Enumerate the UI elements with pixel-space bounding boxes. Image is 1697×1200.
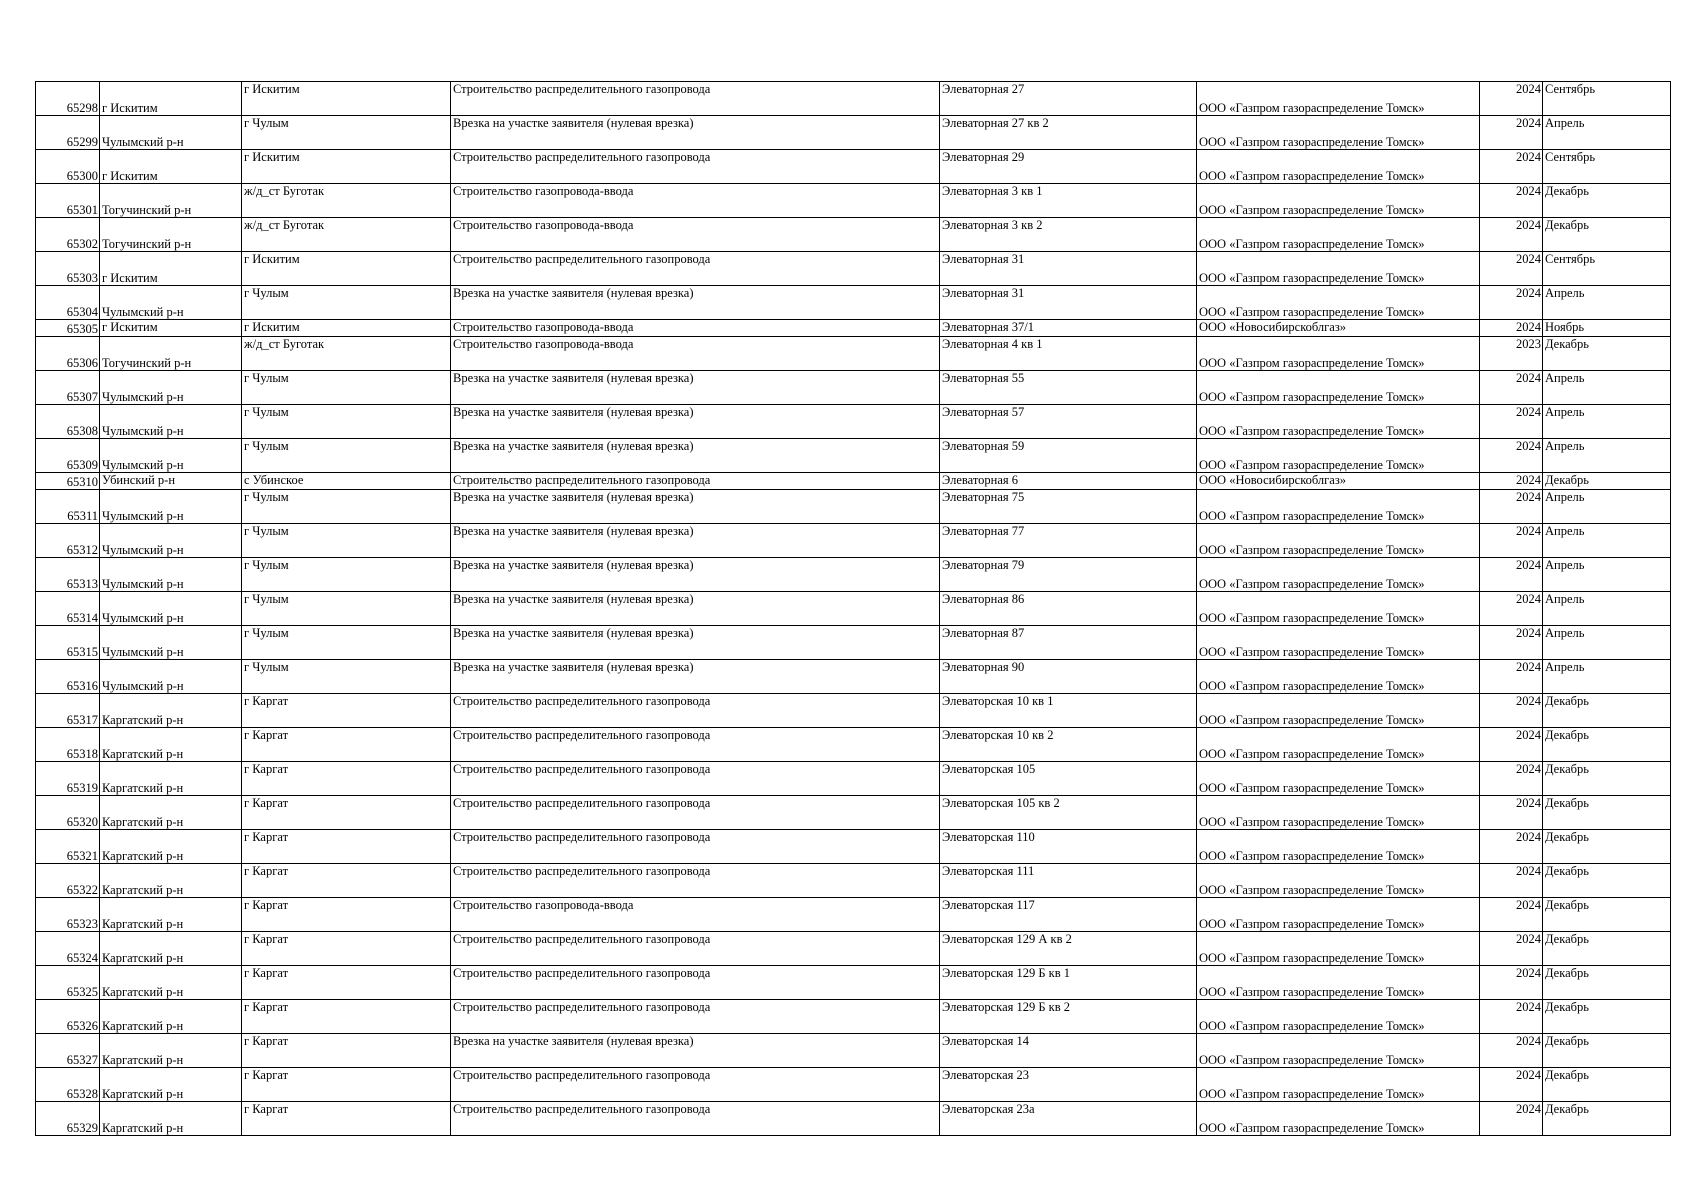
cell-address: Элеваторная 57 (940, 405, 1197, 439)
cell-organization: ООО «Газпром газораспределение Томск» (1197, 660, 1480, 694)
cell-locality: г Чулым (242, 626, 451, 660)
cell-month: Декабрь (1543, 898, 1671, 932)
cell-id: 65319 (36, 762, 100, 796)
cell-work-type: Врезка на участке заявителя (нулевая врезка) (451, 1034, 940, 1068)
cell-locality: г Каргат (242, 1000, 451, 1034)
table-row (36, 1000, 1671, 1034)
cell-id: 65325 (36, 966, 100, 1000)
cell-year: 2023 (1480, 337, 1543, 371)
cell-id: 65310 (36, 473, 100, 490)
cell-month: Апрель (1543, 660, 1671, 694)
cell-month: Декабрь (1543, 966, 1671, 1000)
table-row (36, 898, 1671, 932)
table-row (36, 524, 1671, 558)
cell-locality: г Чулым (242, 524, 451, 558)
cell-organization: ООО «Газпром газораспределение Томск» (1197, 116, 1480, 150)
cell-year: 2024 (1480, 898, 1543, 932)
cell-district: Тогучинский р-н (100, 337, 242, 371)
cell-organization: ООО «Газпром газораспределение Томск» (1197, 864, 1480, 898)
cell-district: Чулымский р-н (100, 116, 242, 150)
cell-id: 65314 (36, 592, 100, 626)
cell-month: Декабрь (1543, 1000, 1671, 1034)
cell-district: Убинский р-н (100, 473, 242, 490)
cell-month: Декабрь (1543, 218, 1671, 252)
cell-address: Элеваторская 129 А кв 2 (940, 932, 1197, 966)
cell-district: Каргатский р-н (100, 796, 242, 830)
cell-address: Элеваторная 31 (940, 252, 1197, 286)
cell-address: Элеваторская 117 (940, 898, 1197, 932)
cell-id: 65327 (36, 1034, 100, 1068)
cell-district: г Искитим (100, 82, 242, 116)
cell-id: 65322 (36, 864, 100, 898)
table-row (36, 218, 1671, 252)
cell-id: 65323 (36, 898, 100, 932)
cell-work-type: Врезка на участке заявителя (нулевая врезка) (451, 660, 940, 694)
cell-id: 65320 (36, 796, 100, 830)
table-row (36, 371, 1671, 405)
cell-work-type: Врезка на участке заявителя (нулевая врезка) (451, 490, 940, 524)
cell-id: 65316 (36, 660, 100, 694)
cell-year: 2024 (1480, 1102, 1543, 1136)
cell-locality: г Искитим (242, 252, 451, 286)
cell-locality: г Искитим (242, 82, 451, 116)
cell-address: Элеваторская 129 Б кв 2 (940, 1000, 1197, 1034)
cell-year: 2024 (1480, 286, 1543, 320)
cell-district: г Искитим (100, 150, 242, 184)
cell-work-type: Строительство распределительного газопровода (451, 694, 940, 728)
cell-locality: г Каргат (242, 864, 451, 898)
cell-work-type: Строительство распределительного газопровода (451, 830, 940, 864)
cell-work-type: Врезка на участке заявителя (нулевая врезка) (451, 439, 940, 473)
cell-id: 65326 (36, 1000, 100, 1034)
table-row (36, 626, 1671, 660)
cell-year: 2024 (1480, 1068, 1543, 1102)
cell-district: г Искитим (100, 320, 242, 337)
cell-address: Элеваторная 86 (940, 592, 1197, 626)
cell-district: Каргатский р-н (100, 932, 242, 966)
cell-month: Декабрь (1543, 1034, 1671, 1068)
cell-year: 2024 (1480, 830, 1543, 864)
cell-year: 2024 (1480, 592, 1543, 626)
cell-locality: с Убинское (242, 473, 451, 490)
cell-year: 2024 (1480, 184, 1543, 218)
cell-year: 2024 (1480, 660, 1543, 694)
cell-id: 65317 (36, 694, 100, 728)
table-row (36, 473, 1671, 490)
cell-locality: г Чулым (242, 592, 451, 626)
cell-district: Чулымский р-н (100, 524, 242, 558)
cell-work-type: Врезка на участке заявителя (нулевая врезка) (451, 626, 940, 660)
cell-month: Ноябрь (1543, 320, 1671, 337)
cell-address: Элеваторская 105 кв 2 (940, 796, 1197, 830)
cell-year: 2024 (1480, 218, 1543, 252)
table-row (36, 184, 1671, 218)
cell-locality: г Каргат (242, 1102, 451, 1136)
cell-organization: ООО «Газпром газораспределение Томск» (1197, 371, 1480, 405)
table-body (36, 82, 1671, 1136)
table-row (36, 439, 1671, 473)
cell-organization: ООО «Газпром газораспределение Томск» (1197, 796, 1480, 830)
cell-district: Тогучинский р-н (100, 218, 242, 252)
gasification-table (35, 81, 1671, 1136)
cell-district: Каргатский р-н (100, 864, 242, 898)
cell-organization: ООО «Газпром газораспределение Томск» (1197, 150, 1480, 184)
cell-district: Каргатский р-н (100, 966, 242, 1000)
cell-work-type: Врезка на участке заявителя (нулевая врезка) (451, 116, 940, 150)
cell-address: Элеваторная 6 (940, 473, 1197, 490)
cell-address: Элеваторная 77 (940, 524, 1197, 558)
cell-address: Элеваторная 87 (940, 626, 1197, 660)
cell-district: Каргатский р-н (100, 830, 242, 864)
cell-district: Чулымский р-н (100, 286, 242, 320)
cell-district: Чулымский р-н (100, 592, 242, 626)
cell-work-type: Строительство распределительного газопровода (451, 1102, 940, 1136)
cell-address: Элеваторная 75 (940, 490, 1197, 524)
cell-id: 65311 (36, 490, 100, 524)
cell-month: Апрель (1543, 524, 1671, 558)
cell-organization: ООО «Газпром газораспределение Томск» (1197, 1102, 1480, 1136)
cell-id: 65308 (36, 405, 100, 439)
cell-address: Элеваторская 105 (940, 762, 1197, 796)
cell-work-type: Строительство распределительного газопровода (451, 1000, 940, 1034)
cell-month: Декабрь (1543, 762, 1671, 796)
cell-locality: г Чулым (242, 286, 451, 320)
cell-locality: г Искитим (242, 320, 451, 337)
cell-locality: г Искитим (242, 150, 451, 184)
cell-month: Декабрь (1543, 337, 1671, 371)
cell-locality: г Каргат (242, 898, 451, 932)
cell-address: Элеваторная 59 (940, 439, 1197, 473)
cell-id: 65305 (36, 320, 100, 337)
table-row (36, 694, 1671, 728)
cell-work-type: Строительство распределительного газопровода (451, 1068, 940, 1102)
cell-month: Сентябрь (1543, 82, 1671, 116)
cell-year: 2024 (1480, 371, 1543, 405)
cell-address: Элеваторская 10 кв 1 (940, 694, 1197, 728)
cell-year: 2024 (1480, 473, 1543, 490)
cell-locality: г Каргат (242, 966, 451, 1000)
cell-organization: ООО «Газпром газораспределение Томск» (1197, 82, 1480, 116)
cell-month: Апрель (1543, 405, 1671, 439)
cell-district: Чулымский р-н (100, 371, 242, 405)
cell-district: Каргатский р-н (100, 1034, 242, 1068)
cell-id: 65303 (36, 252, 100, 286)
table-row (36, 337, 1671, 371)
table-row (36, 796, 1671, 830)
cell-year: 2024 (1480, 864, 1543, 898)
cell-address: Элеваторская 23а (940, 1102, 1197, 1136)
cell-work-type: Строительство распределительного газопровода (451, 728, 940, 762)
cell-id: 65321 (36, 830, 100, 864)
table-row (36, 830, 1671, 864)
cell-organization: ООО «Газпром газораспределение Томск» (1197, 524, 1480, 558)
cell-address: Элеваторная 90 (940, 660, 1197, 694)
cell-month: Декабрь (1543, 864, 1671, 898)
cell-month: Декабрь (1543, 1102, 1671, 1136)
cell-address: Элеваторская 129 Б кв 1 (940, 966, 1197, 1000)
cell-year: 2024 (1480, 796, 1543, 830)
cell-locality: г Каргат (242, 728, 451, 762)
cell-organization: ООО «Газпром газораспределение Томск» (1197, 830, 1480, 864)
cell-work-type: Строительство распределительного газопровода (451, 966, 940, 1000)
cell-district: Чулымский р-н (100, 660, 242, 694)
cell-id: 65318 (36, 728, 100, 762)
cell-locality: г Чулым (242, 405, 451, 439)
cell-work-type: Строительство газопровода-ввода (451, 898, 940, 932)
cell-id: 65300 (36, 150, 100, 184)
cell-address: Элеваторная 79 (940, 558, 1197, 592)
cell-organization: ООО «Газпром газораспределение Томск» (1197, 932, 1480, 966)
cell-locality: г Каргат (242, 932, 451, 966)
table-row (36, 1102, 1671, 1136)
cell-work-type: Строительство распределительного газопровода (451, 796, 940, 830)
cell-organization: ООО «Газпром газораспределение Томск» (1197, 337, 1480, 371)
table-row (36, 490, 1671, 524)
cell-organization: ООО «Новосибирскоблгаз» (1197, 473, 1480, 490)
table-row (36, 932, 1671, 966)
cell-month: Декабрь (1543, 830, 1671, 864)
cell-work-type: Строительство распределительного газопровода (451, 932, 940, 966)
cell-organization: ООО «Газпром газораспределение Томск» (1197, 252, 1480, 286)
cell-district: Каргатский р-н (100, 1102, 242, 1136)
cell-month: Декабрь (1543, 473, 1671, 490)
table-row (36, 82, 1671, 116)
cell-year: 2024 (1480, 439, 1543, 473)
cell-year: 2024 (1480, 626, 1543, 660)
cell-address: Элеваторная 3 кв 2 (940, 218, 1197, 252)
cell-month: Декабрь (1543, 796, 1671, 830)
cell-id: 65328 (36, 1068, 100, 1102)
cell-locality: г Каргат (242, 694, 451, 728)
cell-locality: ж/д_ст Буготак (242, 184, 451, 218)
table-row (36, 660, 1671, 694)
cell-organization: ООО «Газпром газораспределение Томск» (1197, 1068, 1480, 1102)
cell-year: 2024 (1480, 1034, 1543, 1068)
cell-month: Декабрь (1543, 694, 1671, 728)
table-row (36, 405, 1671, 439)
cell-locality: г Чулым (242, 371, 451, 405)
cell-id: 65315 (36, 626, 100, 660)
cell-year: 2024 (1480, 728, 1543, 762)
cell-month: Декабрь (1543, 184, 1671, 218)
cell-locality: г Каргат (242, 1034, 451, 1068)
cell-month: Декабрь (1543, 728, 1671, 762)
cell-district: Каргатский р-н (100, 762, 242, 796)
cell-organization: ООО «Газпром газораспределение Томск» (1197, 966, 1480, 1000)
cell-year: 2024 (1480, 558, 1543, 592)
cell-year: 2024 (1480, 320, 1543, 337)
cell-work-type: Врезка на участке заявителя (нулевая врезка) (451, 371, 940, 405)
cell-year: 2024 (1480, 116, 1543, 150)
cell-month: Апрель (1543, 116, 1671, 150)
cell-work-type: Врезка на участке заявителя (нулевая врезка) (451, 405, 940, 439)
cell-organization: ООО «Газпром газораспределение Томск» (1197, 218, 1480, 252)
cell-locality: г Чулым (242, 439, 451, 473)
cell-work-type: Врезка на участке заявителя (нулевая врезка) (451, 558, 940, 592)
cell-month: Апрель (1543, 286, 1671, 320)
table-row (36, 150, 1671, 184)
cell-address: Элеваторская 110 (940, 830, 1197, 864)
cell-id: 65309 (36, 439, 100, 473)
table-row (36, 320, 1671, 337)
cell-organization: ООО «Газпром газораспределение Томск» (1197, 558, 1480, 592)
cell-work-type: Врезка на участке заявителя (нулевая врезка) (451, 592, 940, 626)
cell-id: 65307 (36, 371, 100, 405)
cell-year: 2024 (1480, 1000, 1543, 1034)
cell-work-type: Строительство газопровода-ввода (451, 337, 940, 371)
cell-year: 2024 (1480, 524, 1543, 558)
cell-work-type: Строительство распределительного газопровода (451, 150, 940, 184)
cell-id: 65302 (36, 218, 100, 252)
cell-organization: ООО «Газпром газораспределение Томск» (1197, 405, 1480, 439)
table-row (36, 252, 1671, 286)
cell-organization: ООО «Газпром газораспределение Томск» (1197, 286, 1480, 320)
table-row (36, 762, 1671, 796)
table-row (36, 286, 1671, 320)
cell-organization: ООО «Газпром газораспределение Томск» (1197, 728, 1480, 762)
cell-work-type: Строительство распределительного газопровода (451, 82, 940, 116)
cell-address: Элеваторная 37/1 (940, 320, 1197, 337)
table-row (36, 864, 1671, 898)
cell-organization: ООО «Газпром газораспределение Томск» (1197, 762, 1480, 796)
cell-locality: ж/д_ст Буготак (242, 337, 451, 371)
cell-address: Элеваторная 29 (940, 150, 1197, 184)
cell-work-type: Строительство распределительного газопровода (451, 762, 940, 796)
cell-district: Чулымский р-н (100, 405, 242, 439)
table-row (36, 558, 1671, 592)
cell-id: 65313 (36, 558, 100, 592)
cell-organization: ООО «Газпром газораспределение Томск» (1197, 184, 1480, 218)
cell-district: Каргатский р-н (100, 1000, 242, 1034)
cell-locality: г Чулым (242, 116, 451, 150)
cell-address: Элеваторная 27 (940, 82, 1197, 116)
cell-id: 65304 (36, 286, 100, 320)
cell-locality: г Каргат (242, 762, 451, 796)
cell-month: Сентябрь (1543, 150, 1671, 184)
cell-address: Элеваторская 111 (940, 864, 1197, 898)
cell-district: Каргатский р-н (100, 694, 242, 728)
cell-organization: ООО «Газпром газораспределение Томск» (1197, 490, 1480, 524)
cell-id: 65312 (36, 524, 100, 558)
cell-address: Элеваторная 31 (940, 286, 1197, 320)
cell-work-type: Врезка на участке заявителя (нулевая врезка) (451, 524, 940, 558)
cell-organization: ООО «Газпром газораспределение Томск» (1197, 626, 1480, 660)
cell-work-type: Строительство газопровода-ввода (451, 218, 940, 252)
cell-locality: г Каргат (242, 796, 451, 830)
cell-district: Чулымский р-н (100, 439, 242, 473)
cell-organization: ООО «Газпром газораспределение Томск» (1197, 1034, 1480, 1068)
cell-address: Элеваторная 4 кв 1 (940, 337, 1197, 371)
cell-work-type: Строительство газопровода-ввода (451, 184, 940, 218)
cell-district: Каргатский р-н (100, 898, 242, 932)
cell-district: Чулымский р-н (100, 626, 242, 660)
cell-month: Апрель (1543, 439, 1671, 473)
cell-id: 65306 (36, 337, 100, 371)
cell-organization: ООО «Новосибирскоблгаз» (1197, 320, 1480, 337)
cell-work-type: Строительство газопровода-ввода (451, 320, 940, 337)
cell-organization: ООО «Газпром газораспределение Томск» (1197, 898, 1480, 932)
cell-address: Элеваторная 27 кв 2 (940, 116, 1197, 150)
cell-id: 65301 (36, 184, 100, 218)
cell-month: Апрель (1543, 626, 1671, 660)
cell-id: 65329 (36, 1102, 100, 1136)
cell-address: Элеваторская 23 (940, 1068, 1197, 1102)
cell-month: Декабрь (1543, 1068, 1671, 1102)
cell-year: 2024 (1480, 932, 1543, 966)
cell-year: 2024 (1480, 694, 1543, 728)
cell-id: 65298 (36, 82, 100, 116)
cell-organization: ООО «Газпром газораспределение Томск» (1197, 694, 1480, 728)
cell-address: Элеваторная 55 (940, 371, 1197, 405)
table-row (36, 1068, 1671, 1102)
cell-locality: г Чулым (242, 490, 451, 524)
cell-year: 2024 (1480, 82, 1543, 116)
cell-locality: г Чулым (242, 660, 451, 694)
cell-district: Чулымский р-н (100, 558, 242, 592)
cell-address: Элеваторская 14 (940, 1034, 1197, 1068)
cell-month: Апрель (1543, 592, 1671, 626)
cell-locality: г Каргат (242, 830, 451, 864)
table-row (36, 728, 1671, 762)
cell-locality: г Чулым (242, 558, 451, 592)
cell-month: Декабрь (1543, 932, 1671, 966)
cell-month: Апрель (1543, 371, 1671, 405)
cell-district: Тогучинский р-н (100, 184, 242, 218)
cell-address: Элеваторская 10 кв 2 (940, 728, 1197, 762)
table-row (36, 966, 1671, 1000)
table-row (36, 116, 1671, 150)
cell-district: Чулымский р-н (100, 490, 242, 524)
cell-organization: ООО «Газпром газораспределение Томск» (1197, 439, 1480, 473)
cell-organization: ООО «Газпром газораспределение Томск» (1197, 1000, 1480, 1034)
cell-locality: ж/д_ст Буготак (242, 218, 451, 252)
cell-id: 65324 (36, 932, 100, 966)
cell-address: Элеваторная 3 кв 1 (940, 184, 1197, 218)
cell-work-type: Врезка на участке заявителя (нулевая врезка) (451, 286, 940, 320)
cell-work-type: Строительство распределительного газопровода (451, 473, 940, 490)
cell-work-type: Строительство распределительного газопровода (451, 252, 940, 286)
table-row (36, 1034, 1671, 1068)
cell-year: 2024 (1480, 966, 1543, 1000)
table-row (36, 592, 1671, 626)
cell-district: г Искитим (100, 252, 242, 286)
cell-id: 65299 (36, 116, 100, 150)
cell-month: Апрель (1543, 558, 1671, 592)
cell-district: Каргатский р-н (100, 728, 242, 762)
cell-month: Сентябрь (1543, 252, 1671, 286)
cell-work-type: Строительство распределительного газопровода (451, 864, 940, 898)
cell-district: Каргатский р-н (100, 1068, 242, 1102)
cell-organization: ООО «Газпром газораспределение Томск» (1197, 592, 1480, 626)
cell-year: 2024 (1480, 490, 1543, 524)
cell-year: 2024 (1480, 762, 1543, 796)
cell-locality: г Каргат (242, 1068, 451, 1102)
cell-month: Апрель (1543, 490, 1671, 524)
cell-year: 2024 (1480, 150, 1543, 184)
cell-year: 2024 (1480, 252, 1543, 286)
cell-year: 2024 (1480, 405, 1543, 439)
